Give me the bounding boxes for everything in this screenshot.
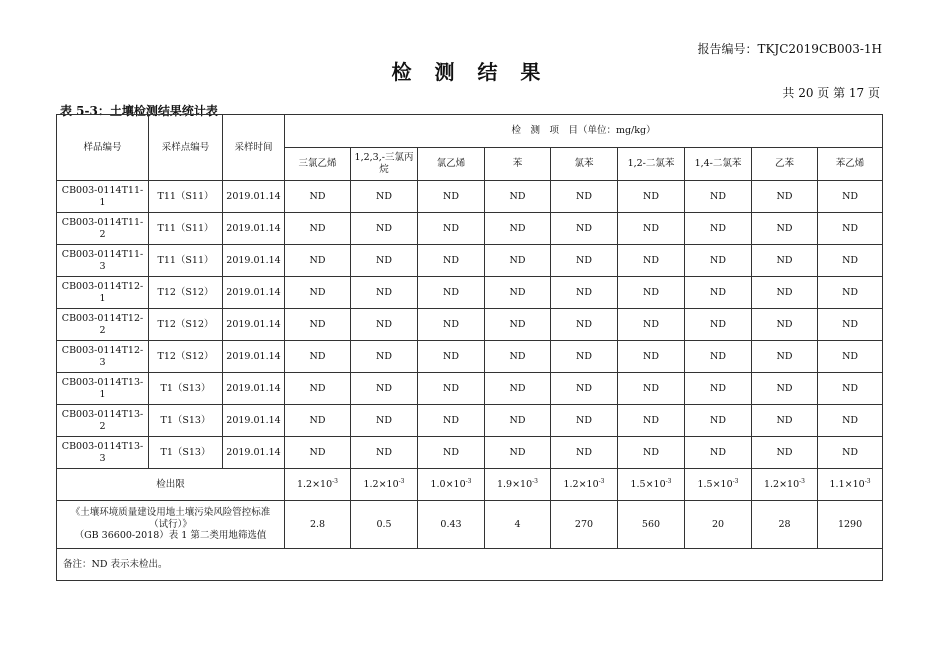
- standard-value-cell: 270: [551, 501, 618, 549]
- detection-limit-base: 1.2×10: [296, 479, 333, 491]
- result-cell: ND: [551, 341, 618, 373]
- sampling-date-cell: 2019.01.14: [223, 437, 285, 469]
- result-cell: ND: [351, 341, 418, 373]
- result-cell: ND: [685, 309, 752, 341]
- results-table: [56, 114, 883, 581]
- result-cell: ND: [818, 373, 883, 405]
- result-cell: ND: [618, 309, 685, 341]
- analyte-header: 1,2,3,-三氯丙烷: [351, 148, 418, 181]
- result-cell: ND: [618, 245, 685, 277]
- detection-limit-base: 1.2×10: [563, 479, 599, 491]
- detection-limit-cell: [285, 469, 351, 501]
- result-cell: ND: [485, 341, 551, 373]
- header-sampling-time: 采样时间: [223, 115, 285, 181]
- standard-row: [57, 501, 883, 549]
- result-cell: ND: [618, 341, 685, 373]
- detection-limit-exponent: -3: [799, 477, 806, 485]
- result-cell: ND: [285, 245, 351, 277]
- table-row: [57, 277, 883, 309]
- result-cell: ND: [485, 245, 551, 277]
- result-cell: ND: [285, 213, 351, 245]
- result-cell: ND: [685, 213, 752, 245]
- standard-label-line: （试行）》: [149, 518, 192, 530]
- point-no-cell: T1（S13）: [149, 405, 223, 437]
- result-cell: ND: [285, 437, 351, 469]
- result-cell: ND: [551, 437, 618, 469]
- table-caption: 表 5-3：土壤检测结果统计表: [60, 104, 218, 118]
- detection-limit-exponent: -3: [598, 477, 605, 485]
- sample-no-cell: CB003-0114T11-3: [57, 245, 149, 277]
- detection-limit-exponent: -3: [732, 477, 739, 485]
- detection-limit-cell: [685, 469, 752, 501]
- result-cell: ND: [752, 341, 818, 373]
- result-cell: ND: [752, 213, 818, 245]
- result-cell: ND: [618, 277, 685, 309]
- detection-limit-cell: [618, 469, 685, 501]
- analyte-header: 苯: [485, 148, 551, 181]
- result-cell: ND: [485, 405, 551, 437]
- remark-text: 备注：ND 表示未检出。: [57, 549, 883, 581]
- table-row: [57, 373, 883, 405]
- sampling-date-cell: 2019.01.14: [223, 277, 285, 309]
- result-cell: ND: [485, 277, 551, 309]
- detection-limit-base: 1.9×10: [496, 479, 533, 491]
- standard-value-cell: 560: [618, 501, 685, 549]
- header-test-items: 检 测 项 目（单位：mg/kg）: [285, 115, 883, 148]
- result-cell: ND: [351, 245, 418, 277]
- detection-limit-base: 1.0×10: [430, 479, 466, 491]
- point-no-cell: T12（S12）: [149, 341, 223, 373]
- detection-limit-exponent: -3: [665, 477, 672, 485]
- result-cell: ND: [685, 341, 752, 373]
- result-cell: ND: [285, 373, 351, 405]
- standard-value-cell: 0.5: [351, 501, 418, 549]
- sample-no-cell: CB003-0114T12-1: [57, 277, 149, 309]
- sample-no-cell: CB003-0114T13-1: [57, 373, 149, 405]
- result-cell: ND: [551, 277, 618, 309]
- detection-limit-exponent: -3: [864, 477, 871, 485]
- detection-limit-exponent: -3: [532, 477, 539, 485]
- table-row: [57, 405, 883, 437]
- sample-no-cell: CB003-0114T12-2: [57, 309, 149, 341]
- result-cell: ND: [752, 437, 818, 469]
- analyte-header: 1,4-二氯苯: [685, 148, 752, 181]
- result-cell: ND: [351, 277, 418, 309]
- detection-limit-cell: [818, 469, 883, 501]
- analyte-header: 苯乙烯: [818, 148, 883, 181]
- analyte-header: 氯乙烯: [418, 148, 485, 181]
- analyte-header: 1,2-二氯苯: [618, 148, 685, 181]
- detection-limit-base: 1.5×10: [697, 479, 733, 491]
- result-cell: ND: [818, 181, 883, 213]
- sampling-date-cell: 2019.01.14: [223, 213, 285, 245]
- result-cell: ND: [351, 405, 418, 437]
- result-cell: ND: [685, 245, 752, 277]
- result-cell: ND: [818, 213, 883, 245]
- result-cell: ND: [685, 181, 752, 213]
- result-cell: ND: [752, 405, 818, 437]
- result-cell: ND: [685, 277, 752, 309]
- result-cell: ND: [418, 213, 485, 245]
- standard-value-cell: 1290: [818, 501, 883, 549]
- result-cell: ND: [418, 437, 485, 469]
- table-row: [57, 437, 883, 469]
- standard-value-cell: 2.8: [285, 501, 351, 549]
- standard-value-cell: 0.43: [418, 501, 485, 549]
- result-cell: ND: [485, 213, 551, 245]
- result-cell: ND: [285, 181, 351, 213]
- sample-no-cell: CB003-0114T13-2: [57, 405, 149, 437]
- result-cell: ND: [818, 309, 883, 341]
- result-cell: ND: [418, 245, 485, 277]
- detection-limit-cell: [351, 469, 418, 501]
- analyte-header: 乙苯: [752, 148, 818, 181]
- table-row: [57, 181, 883, 213]
- table-row: [57, 341, 883, 373]
- analyte-header: 氯苯: [551, 148, 618, 181]
- result-cell: ND: [685, 437, 752, 469]
- result-cell: ND: [752, 373, 818, 405]
- result-cell: ND: [485, 373, 551, 405]
- detection-limit-label: 检出限: [57, 469, 285, 501]
- sampling-date-cell: 2019.01.14: [223, 181, 285, 213]
- result-cell: ND: [351, 309, 418, 341]
- result-cell: ND: [418, 309, 485, 341]
- detection-limit-cell: [752, 469, 818, 501]
- result-cell: ND: [551, 213, 618, 245]
- result-cell: ND: [618, 373, 685, 405]
- point-no-cell: T11（S11）: [149, 213, 223, 245]
- result-cell: ND: [485, 309, 551, 341]
- table-row: [57, 245, 883, 277]
- table-row: [57, 213, 883, 245]
- report-number: 报告编号：TKJC2019CB003-1H: [697, 42, 882, 56]
- result-cell: ND: [285, 405, 351, 437]
- detection-limit-base: 1.2×10: [363, 479, 399, 491]
- detection-limit-base: 1.5×10: [630, 479, 666, 491]
- detection-limit-cell: [485, 469, 551, 501]
- point-no-cell: T1（S13）: [149, 437, 223, 469]
- header-point-no: 采样点编号: [149, 115, 223, 181]
- point-no-cell: T11（S11）: [149, 245, 223, 277]
- result-cell: ND: [752, 309, 818, 341]
- table-row: [57, 309, 883, 341]
- stamp-fragment: [425, 654, 535, 665]
- page-title: 检 测 结 果: [391, 60, 549, 84]
- result-cell: ND: [285, 341, 351, 373]
- result-cell: ND: [551, 181, 618, 213]
- standard-value-cell: 4: [485, 501, 551, 549]
- result-cell: ND: [818, 437, 883, 469]
- result-cell: ND: [685, 405, 752, 437]
- sample-no-cell: CB003-0114T11-1: [57, 181, 149, 213]
- result-cell: ND: [351, 373, 418, 405]
- result-cell: ND: [752, 277, 818, 309]
- header-sample-no: 样品编号: [57, 115, 149, 181]
- detection-limit-row: [57, 469, 883, 501]
- result-cell: ND: [618, 405, 685, 437]
- detection-limit-exponent: -3: [332, 477, 339, 485]
- result-cell: ND: [285, 277, 351, 309]
- standard-value-cell: 20: [685, 501, 752, 549]
- result-cell: ND: [351, 437, 418, 469]
- analyte-header: 三氯乙烯: [285, 148, 351, 181]
- result-cell: ND: [551, 309, 618, 341]
- detection-limit-base: 1.1×10: [829, 479, 865, 491]
- result-cell: ND: [351, 181, 418, 213]
- result-cell: ND: [818, 405, 883, 437]
- standard-value-cell: 28: [752, 501, 818, 549]
- remark-row: [57, 549, 883, 581]
- sampling-date-cell: 2019.01.14: [223, 309, 285, 341]
- detection-limit-exponent: -3: [398, 477, 405, 485]
- point-no-cell: T1（S13）: [149, 373, 223, 405]
- result-cell: ND: [418, 373, 485, 405]
- result-cell: ND: [485, 437, 551, 469]
- sampling-date-cell: 2019.01.14: [223, 341, 285, 373]
- result-cell: ND: [618, 437, 685, 469]
- standard-label: [57, 501, 285, 549]
- result-cell: ND: [752, 181, 818, 213]
- result-cell: ND: [418, 405, 485, 437]
- detection-limit-cell: [418, 469, 485, 501]
- result-cell: ND: [551, 373, 618, 405]
- result-cell: ND: [551, 245, 618, 277]
- page-info: 共 20 页 第 17 页: [782, 86, 880, 100]
- result-cell: ND: [551, 405, 618, 437]
- detection-limit-cell: [551, 469, 618, 501]
- result-cell: ND: [485, 181, 551, 213]
- point-no-cell: T12（S12）: [149, 277, 223, 309]
- standard-label-line: （GB 36600-2018）表 1 第二类用地筛选值: [74, 530, 267, 542]
- result-cell: ND: [285, 309, 351, 341]
- result-cell: ND: [818, 341, 883, 373]
- detection-limit-base: 1.2×10: [763, 479, 800, 491]
- point-no-cell: T12（S12）: [149, 309, 223, 341]
- result-cell: ND: [418, 341, 485, 373]
- result-cell: ND: [818, 277, 883, 309]
- result-cell: ND: [351, 213, 418, 245]
- result-cell: ND: [618, 213, 685, 245]
- sample-no-cell: CB003-0114T11-2: [57, 213, 149, 245]
- sampling-date-cell: 2019.01.14: [223, 245, 285, 277]
- result-cell: ND: [418, 181, 485, 213]
- result-cell: ND: [418, 277, 485, 309]
- sampling-date-cell: 2019.01.14: [223, 373, 285, 405]
- result-cell: ND: [818, 245, 883, 277]
- sample-no-cell: CB003-0114T13-3: [57, 437, 149, 469]
- result-cell: ND: [752, 245, 818, 277]
- point-no-cell: T11（S11）: [149, 181, 223, 213]
- sampling-date-cell: 2019.01.14: [223, 405, 285, 437]
- result-cell: ND: [618, 181, 685, 213]
- detection-limit-exponent: -3: [465, 477, 472, 485]
- sample-no-cell: CB003-0114T12-3: [57, 341, 149, 373]
- result-cell: ND: [685, 373, 752, 405]
- standard-label-line: 《土壤环境质量建设用地土壤污染风险管控标准: [70, 506, 271, 518]
